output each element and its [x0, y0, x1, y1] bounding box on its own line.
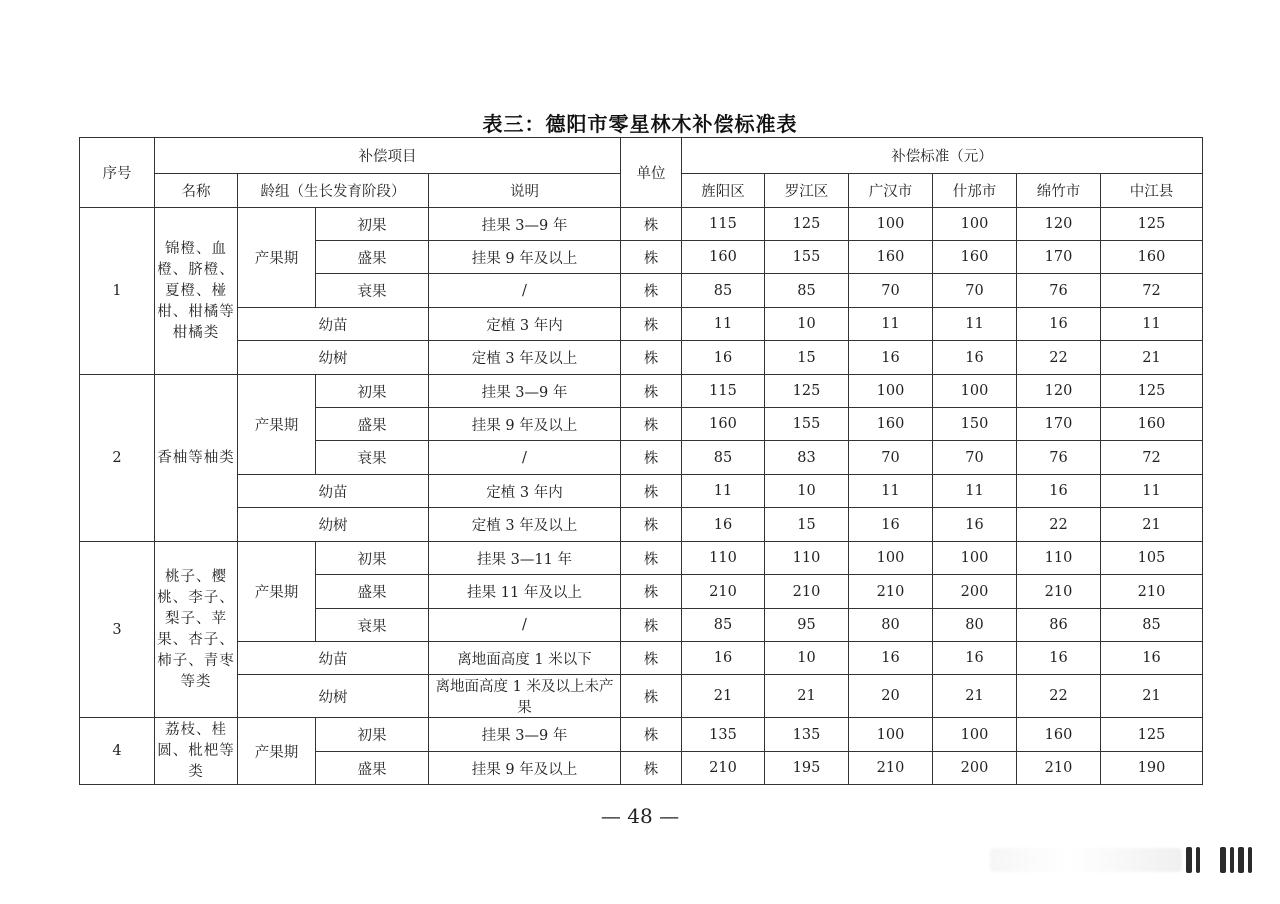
row-value: 80 [849, 609, 933, 642]
table-row [80, 208, 1203, 241]
row-value: 16 [1017, 475, 1101, 508]
row-value: 170 [1017, 408, 1101, 441]
row-value: 210 [682, 752, 765, 785]
row-value: 200 [933, 752, 1017, 785]
row-value: 16 [933, 642, 1017, 675]
header-standard: 补偿标准（元） [682, 138, 1203, 174]
row-value: 210 [849, 575, 933, 609]
row-value: 86 [1017, 609, 1101, 642]
row-unit: 株 [621, 475, 682, 508]
row-value: 21 [933, 675, 1017, 718]
row-desc: 定植 3 年内 [429, 308, 621, 341]
row-desc: 挂果 9 年及以上 [429, 752, 621, 785]
row-period: 产果期 [238, 208, 316, 308]
row-value: 85 [1101, 609, 1203, 642]
row-value: 76 [1017, 441, 1101, 475]
row-seq: 1 [80, 208, 155, 375]
row-value: 160 [933, 241, 1017, 274]
row-stage: 盛果 [316, 241, 429, 274]
row-desc: 挂果 11 年及以上 [429, 575, 621, 609]
row-desc: / [429, 274, 621, 308]
page-title: 表三：德阳市零星林木补偿标准表 [482, 112, 798, 136]
row-desc: 定植 3 年及以上 [429, 341, 621, 375]
row-value: 115 [682, 208, 765, 241]
row-desc: 挂果 3—11 年 [429, 542, 621, 575]
row-unit: 株 [621, 642, 682, 675]
table-row [80, 718, 1203, 752]
row-value: 16 [933, 508, 1017, 542]
watermark-bar [1248, 847, 1252, 873]
page-number: — 48 — [600, 804, 680, 828]
row-value: 125 [1101, 375, 1203, 408]
row-value: 15 [765, 508, 849, 542]
row-stage: 幼树 [238, 341, 429, 375]
row-value: 100 [933, 718, 1017, 752]
row-unit: 株 [621, 208, 682, 241]
row-desc: 定植 3 年及以上 [429, 508, 621, 542]
row-period: 产果期 [238, 375, 316, 475]
row-value: 160 [849, 408, 933, 441]
row-stage: 衰果 [316, 441, 429, 475]
watermark-bar [1186, 847, 1192, 873]
row-value: 16 [1101, 642, 1203, 675]
row-value: 11 [1101, 308, 1203, 341]
row-value: 85 [682, 274, 765, 308]
row-value: 100 [849, 542, 933, 575]
table-row [80, 308, 1203, 341]
table-row [80, 341, 1203, 375]
row-value: 22 [1017, 675, 1101, 718]
row-value: 22 [1017, 508, 1101, 542]
row-value: 16 [1017, 642, 1101, 675]
table-row [80, 542, 1203, 575]
row-unit: 株 [621, 542, 682, 575]
row-value: 72 [1101, 441, 1203, 475]
watermark-bar [1196, 847, 1200, 873]
row-value: 16 [682, 642, 765, 675]
row-desc: 挂果 3—9 年 [429, 375, 621, 408]
row-stage: 幼苗 [238, 308, 429, 341]
row-stage: 幼苗 [238, 475, 429, 508]
row-value: 72 [1101, 274, 1203, 308]
row-unit: 株 [621, 341, 682, 375]
row-value: 85 [682, 441, 765, 475]
row-value: 10 [765, 475, 849, 508]
row-value: 21 [1101, 675, 1203, 718]
row-value: 160 [682, 408, 765, 441]
row-value: 160 [1101, 241, 1203, 274]
row-seq: 2 [80, 375, 155, 542]
row-value: 210 [765, 575, 849, 609]
row-value: 210 [849, 752, 933, 785]
row-period: 产果期 [238, 718, 316, 785]
row-value: 125 [1101, 718, 1203, 752]
row-unit: 株 [621, 752, 682, 785]
row-stage: 幼树 [238, 675, 429, 718]
row-stage: 盛果 [316, 408, 429, 441]
watermark-bar [1238, 847, 1244, 873]
row-stage: 初果 [316, 718, 429, 752]
table-row [80, 642, 1203, 675]
row-value: 210 [1101, 575, 1203, 609]
row-name: 锦橙、血橙、脐橙、夏橙、椪柑、柑橘等柑橘类 [155, 208, 238, 375]
row-value: 70 [849, 274, 933, 308]
row-period: 产果期 [238, 542, 316, 642]
row-value: 135 [765, 718, 849, 752]
header-unit: 单位 [621, 138, 682, 208]
row-value: 11 [682, 308, 765, 341]
row-value: 100 [933, 208, 1017, 241]
header-desc: 说明 [429, 174, 621, 208]
row-value: 76 [1017, 274, 1101, 308]
row-desc: 离地面高度 1 米以下 [429, 642, 621, 675]
row-value: 21 [765, 675, 849, 718]
row-value: 16 [682, 341, 765, 375]
row-value: 210 [1017, 575, 1101, 609]
row-desc: / [429, 609, 621, 642]
row-desc: 挂果 3—9 年 [429, 208, 621, 241]
row-unit: 株 [621, 375, 682, 408]
row-value: 20 [849, 675, 933, 718]
row-value: 195 [765, 752, 849, 785]
row-stage: 初果 [316, 208, 429, 241]
row-value: 16 [1017, 308, 1101, 341]
compensation-table [79, 137, 1203, 785]
row-value: 100 [849, 718, 933, 752]
row-value: 155 [765, 408, 849, 441]
row-unit: 株 [621, 609, 682, 642]
row-unit: 株 [621, 718, 682, 752]
row-value: 11 [933, 475, 1017, 508]
row-name: 荔枝、桂圆、枇杷等类 [155, 718, 238, 785]
row-desc: 挂果 9 年及以上 [429, 408, 621, 441]
row-value: 115 [682, 375, 765, 408]
row-name: 香柚等柚类 [155, 375, 238, 542]
row-value: 85 [682, 609, 765, 642]
row-value: 135 [682, 718, 765, 752]
row-value: 160 [682, 241, 765, 274]
row-value: 21 [1101, 508, 1203, 542]
row-value: 105 [1101, 542, 1203, 575]
row-stage: 初果 [316, 375, 429, 408]
row-value: 11 [849, 475, 933, 508]
row-value: 11 [682, 475, 765, 508]
row-value: 160 [1101, 408, 1203, 441]
row-stage: 幼树 [238, 508, 429, 542]
header-region: 广汉市 [849, 174, 933, 208]
row-value: 10 [765, 308, 849, 341]
row-unit: 株 [621, 508, 682, 542]
row-value: 210 [682, 575, 765, 609]
row-desc: 挂果 9 年及以上 [429, 241, 621, 274]
row-stage: 幼苗 [238, 642, 429, 675]
table-row [80, 475, 1203, 508]
row-value: 170 [1017, 241, 1101, 274]
row-name: 桃子、樱桃、李子、梨子、苹果、杏子、柿子、青枣等类 [155, 542, 238, 718]
row-value: 15 [765, 341, 849, 375]
row-value: 100 [849, 375, 933, 408]
row-value: 16 [849, 642, 933, 675]
header-age: 龄组（生长发育阶段） [238, 174, 429, 208]
row-value: 155 [765, 241, 849, 274]
row-desc: 挂果 3—9 年 [429, 718, 621, 752]
header-region: 什邡市 [933, 174, 1017, 208]
row-value: 22 [1017, 341, 1101, 375]
row-value: 160 [1017, 718, 1101, 752]
header-name: 名称 [155, 174, 238, 208]
row-stage: 衰果 [316, 609, 429, 642]
row-stage: 盛果 [316, 575, 429, 609]
row-value: 11 [933, 308, 1017, 341]
row-unit: 株 [621, 241, 682, 274]
row-value: 21 [1101, 341, 1203, 375]
table-row [80, 508, 1203, 542]
row-unit: 株 [621, 408, 682, 441]
row-unit: 株 [621, 675, 682, 718]
row-value: 70 [933, 441, 1017, 475]
watermark-bar [1220, 847, 1226, 873]
row-value: 80 [933, 609, 1017, 642]
header-region: 绵竹市 [1017, 174, 1101, 208]
row-value: 16 [849, 508, 933, 542]
table-row [80, 675, 1203, 718]
row-value: 110 [765, 542, 849, 575]
table-row [80, 375, 1203, 408]
row-value: 100 [933, 375, 1017, 408]
header-region: 旌阳区 [682, 174, 765, 208]
row-value: 10 [765, 642, 849, 675]
row-value: 120 [1017, 208, 1101, 241]
header-item: 补偿项目 [155, 138, 621, 174]
row-desc: 定植 3 年内 [429, 475, 621, 508]
row-stage: 衰果 [316, 274, 429, 308]
row-seq: 4 [80, 718, 155, 785]
row-value: 200 [933, 575, 1017, 609]
header-seq: 序号 [80, 138, 155, 208]
row-unit: 株 [621, 575, 682, 609]
row-value: 110 [682, 542, 765, 575]
row-value: 210 [1017, 752, 1101, 785]
row-value: 16 [933, 341, 1017, 375]
row-unit: 株 [621, 274, 682, 308]
row-desc: 离地面高度 1 米及以上未产果 [429, 675, 621, 718]
row-value: 83 [765, 441, 849, 475]
row-value: 21 [682, 675, 765, 718]
row-value: 100 [849, 208, 933, 241]
row-value: 110 [1017, 542, 1101, 575]
header-region: 中江县 [1101, 174, 1203, 208]
row-seq: 3 [80, 542, 155, 718]
row-stage: 盛果 [316, 752, 429, 785]
row-value: 125 [1101, 208, 1203, 241]
row-value: 125 [765, 208, 849, 241]
row-unit: 株 [621, 308, 682, 341]
watermark-blur [990, 848, 1182, 872]
watermark [990, 842, 1252, 878]
row-value: 16 [682, 508, 765, 542]
row-value: 16 [849, 341, 933, 375]
row-value: 150 [933, 408, 1017, 441]
row-stage: 初果 [316, 542, 429, 575]
row-value: 11 [1101, 475, 1203, 508]
row-value: 70 [849, 441, 933, 475]
watermark-bar [1230, 847, 1234, 873]
row-unit: 株 [621, 441, 682, 475]
row-value: 100 [933, 542, 1017, 575]
row-value: 160 [849, 241, 933, 274]
row-value: 125 [765, 375, 849, 408]
row-desc: / [429, 441, 621, 475]
row-value: 11 [849, 308, 933, 341]
row-value: 190 [1101, 752, 1203, 785]
header-region: 罗江区 [765, 174, 849, 208]
row-value: 120 [1017, 375, 1101, 408]
row-value: 85 [765, 274, 849, 308]
row-value: 70 [933, 274, 1017, 308]
table-body [80, 208, 1203, 785]
row-value: 95 [765, 609, 849, 642]
